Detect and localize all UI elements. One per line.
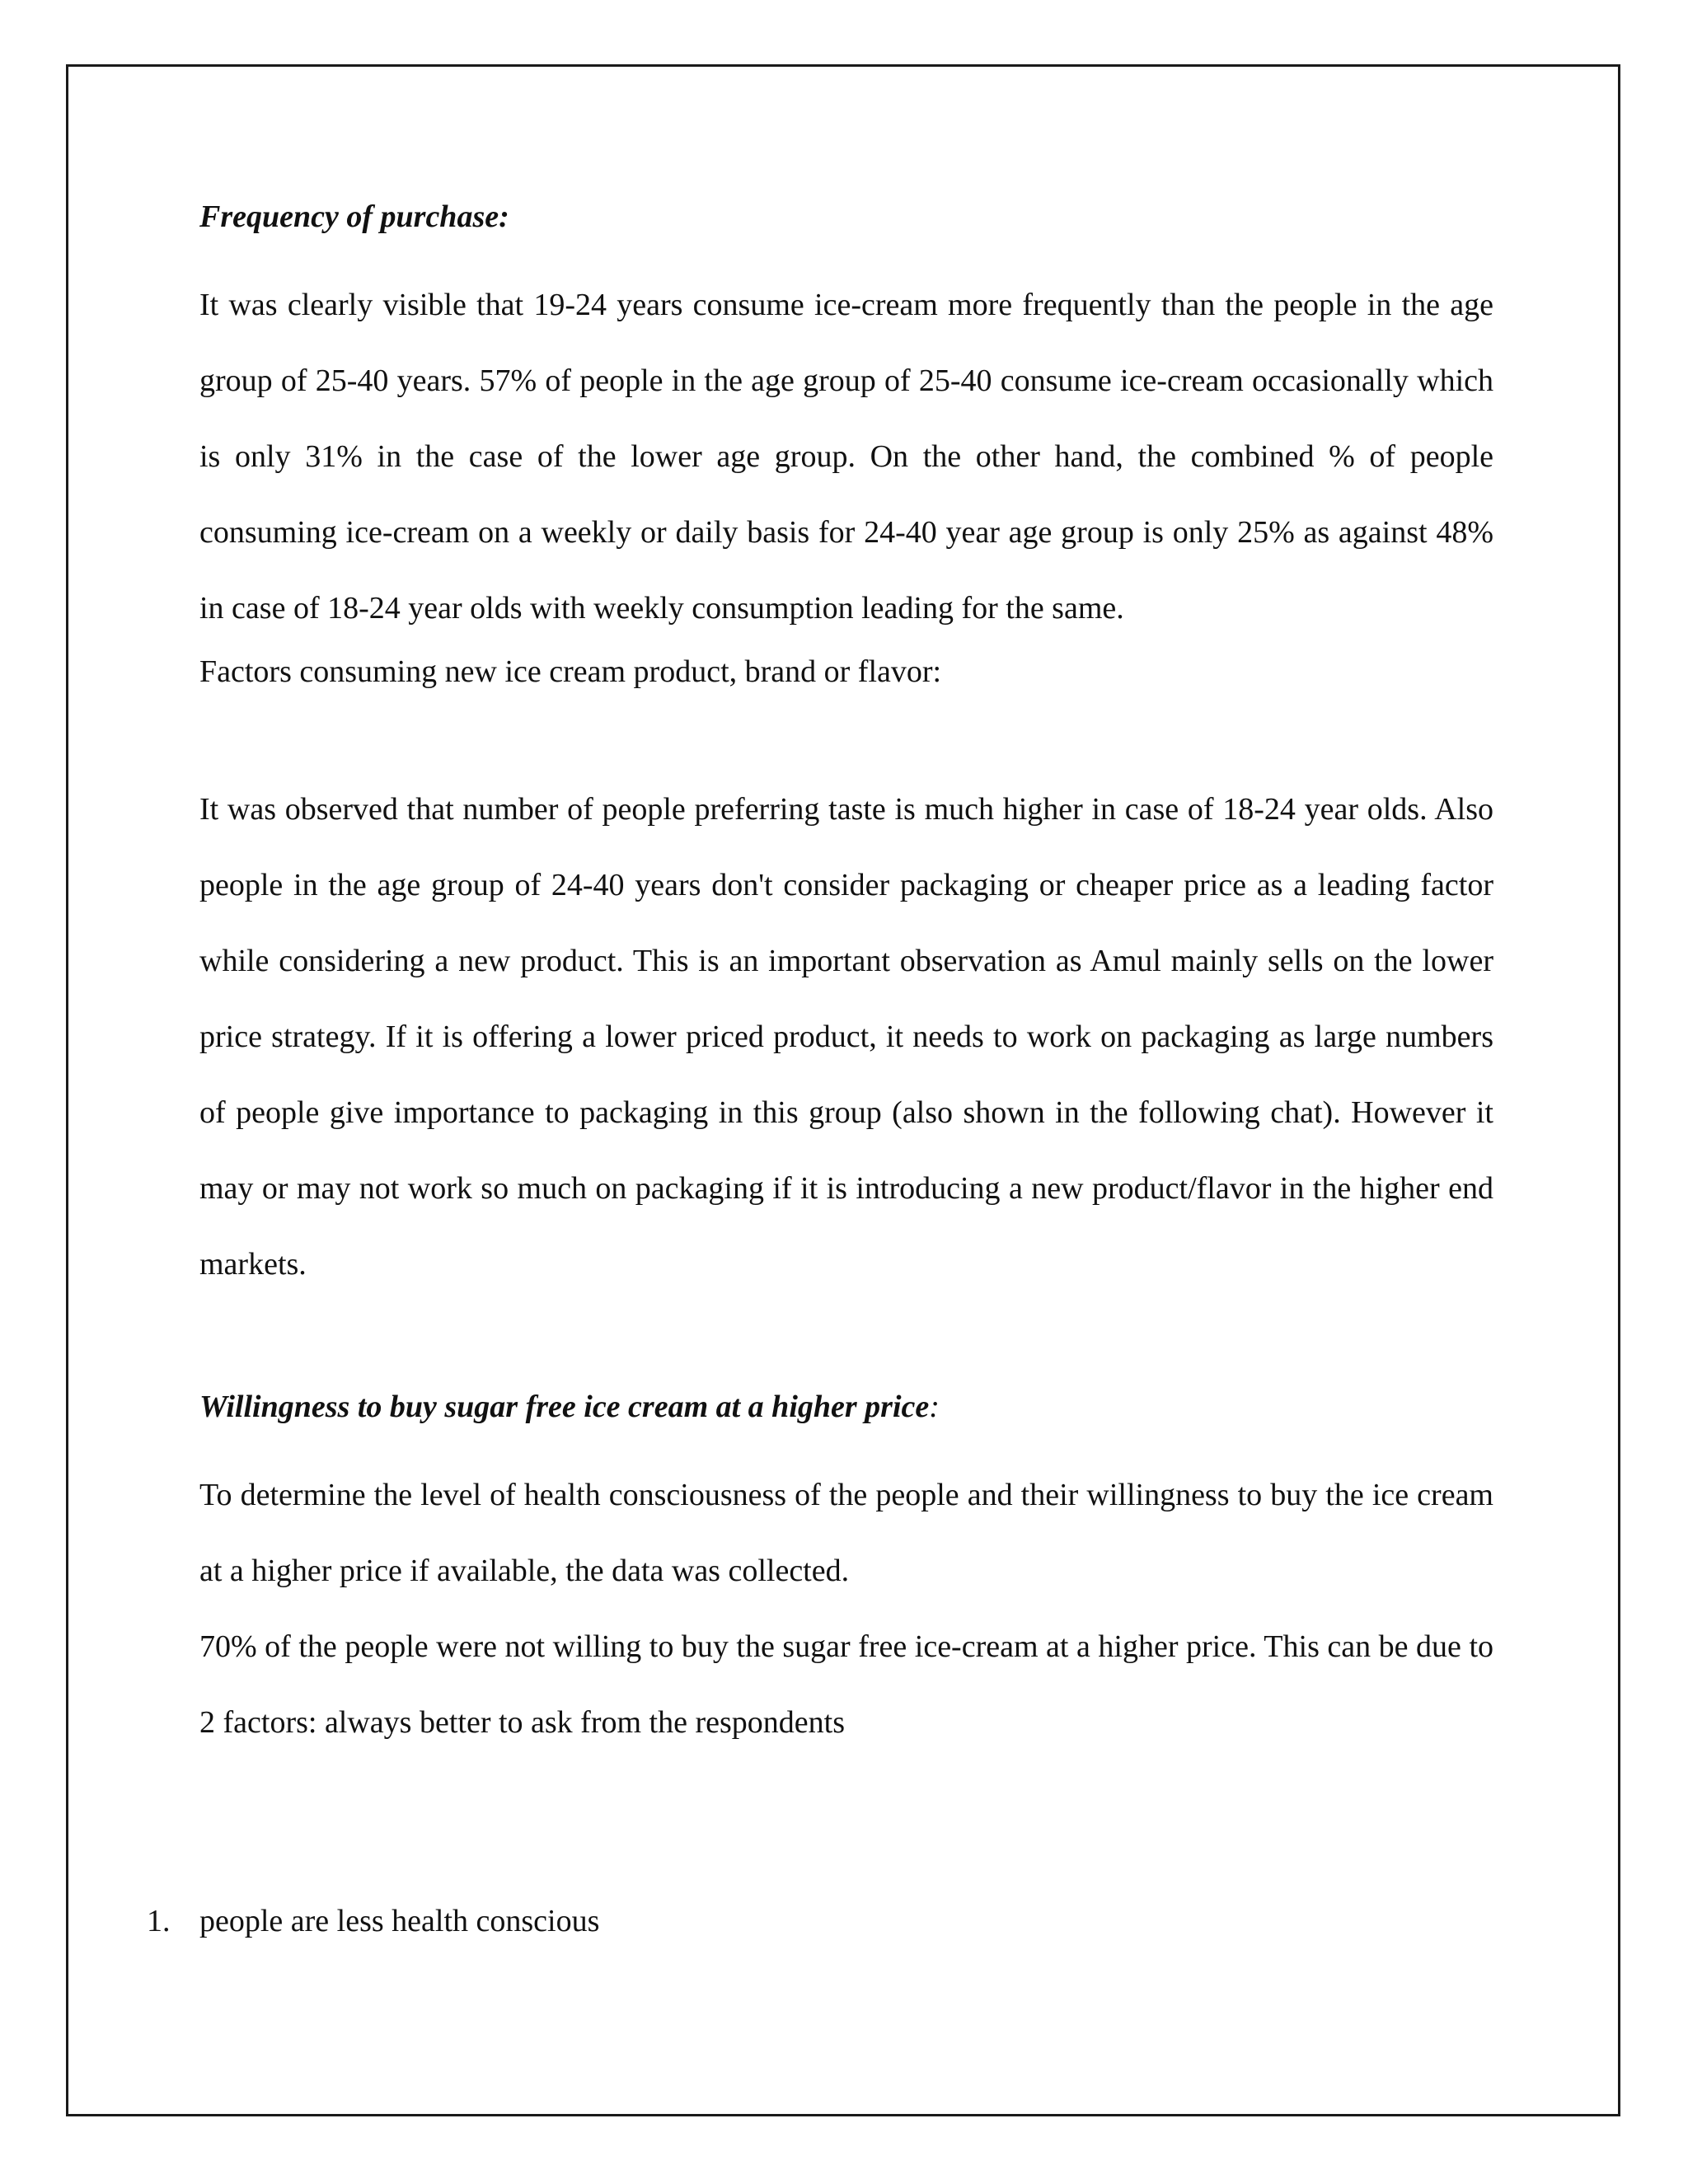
document-body xyxy=(199,191,1493,1760)
willingness-paragraph-1: To determine the level of health consciousness of the people and their willingness to buy the ice cream at a higher price if available, the data was collected. xyxy=(199,1478,1493,1588)
list-item-text: people are less health conscious xyxy=(199,1904,600,1938)
willingness-heading xyxy=(199,1381,1493,1432)
frequency-paragraph: It was clearly visible that 19-24 years consume ice-cream more frequently than the people in the age group of 25-40 years. 57% of people in the age group of 25-40 consume ice-cream occasionally which is only 31% in the case of the lower age group. On the other hand, the combined % of people consuming ice-cream on a weekly or daily basis for 24-40 year age group is only 25% as against 48% in case of 18-24 year olds with weekly consumption leading for the same. xyxy=(199,288,1493,626)
willingness-heading-text: Willingness to buy sugar free ice cream at a higher price xyxy=(199,1390,930,1424)
factors-intro: Factors consuming new ice cream product, brand or flavor: xyxy=(199,654,942,689)
factors-paragraph: It was observed that number of people preferring taste is much higher in case of 18-24 year olds. Also people in the age group of 24-40 years don't consider packaging or cheaper price as a leading factor while considering a new product. This is an important observation as Amul mainly sells on the lower price strategy. If it is offering a lower priced product, it needs to work on packaging as large numbers of people give importance to packaging in this group (also shown in the following chat). However it may or may not work so much on packaging if it is introducing a new product/flavor in the higher end markets. xyxy=(199,792,1493,1282)
willingness-paragraph-2: 70% of the people were not willing to buy the sugar free ice-cream at a higher price. This can be due to 2 factors: always better to ask from the respondents xyxy=(199,1629,1493,1740)
frequency-heading: Frequency of purchase: xyxy=(199,199,509,234)
willingness-heading-suffix: : xyxy=(929,1390,940,1424)
list-item-marker: 1. xyxy=(147,1904,171,1938)
